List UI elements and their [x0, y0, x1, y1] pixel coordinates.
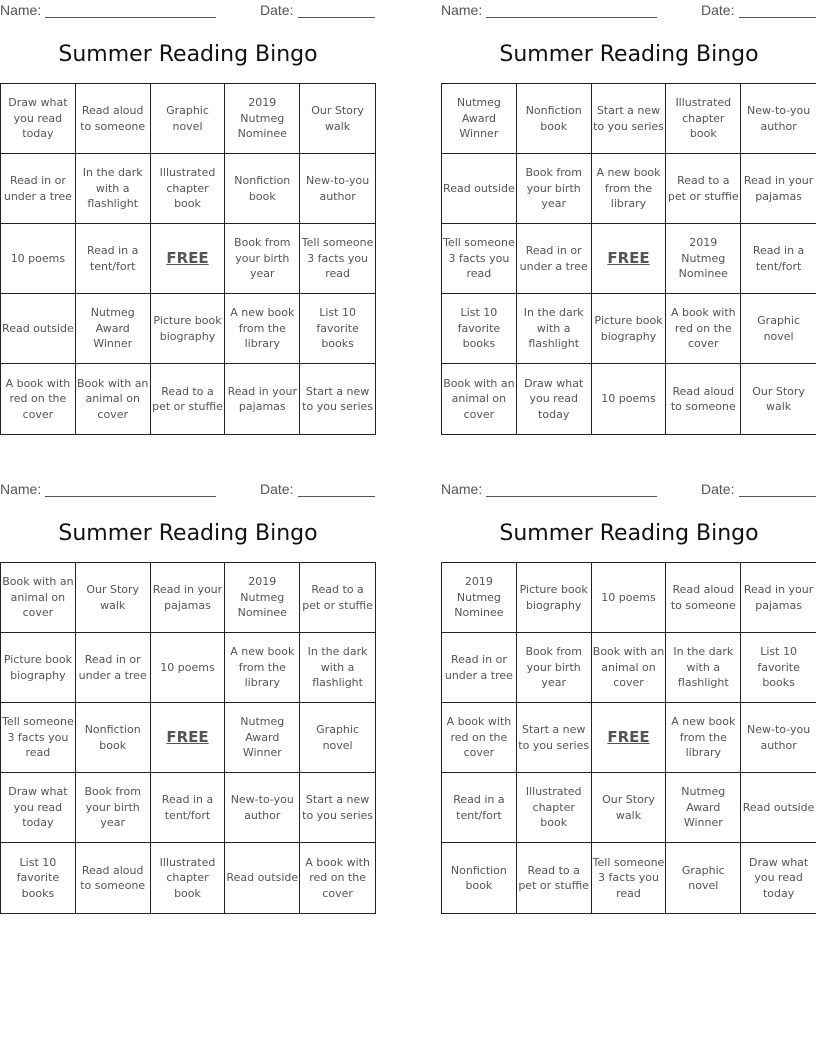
bingo-cell[interactable]: In the dark with a flashlight — [76, 154, 151, 224]
card-title: Summer Reading Bingo — [58, 42, 318, 67]
name-date-row — [441, 2, 816, 20]
bingo-cell[interactable]: Read in or under a tree — [517, 224, 592, 294]
bingo-cell[interactable]: 10 poems — [1, 224, 76, 294]
bingo-cell[interactable]: Read outside — [741, 773, 816, 843]
bingo-cell[interactable]: Book with an animal on cover — [442, 364, 517, 434]
name-label: Name: — [0, 481, 42, 497]
bingo-cell[interactable]: Graphic novel — [666, 843, 741, 913]
bingo-cell[interactable]: Book from your birth year — [517, 154, 592, 224]
bingo-cell[interactable]: A book with red on the cover — [305, 855, 370, 900]
date-field-line[interactable] — [739, 17, 816, 18]
bingo-cell[interactable]: Read aloud to someone — [666, 563, 741, 633]
bingo-cell[interactable]: Start a new to you series — [300, 773, 375, 843]
date-field-line[interactable] — [739, 496, 816, 497]
bingo-cell[interactable]: Read to a pet or stuffie — [151, 364, 226, 434]
bingo-cell[interactable]: A new book from the library — [225, 633, 300, 703]
card-title: Summer Reading Bingo — [58, 521, 318, 546]
bingo-cell[interactable]: Nonfiction book — [76, 703, 151, 773]
name-date-row — [0, 481, 376, 499]
bingo-cell[interactable]: A book with red on the cover — [666, 294, 741, 364]
bingo-cell[interactable]: Nutmeg Award Winner — [442, 84, 517, 154]
bingo-cell[interactable]: Read in a tent/fort — [76, 224, 151, 294]
date-label: Date: — [260, 2, 294, 18]
card-title: Summer Reading Bingo — [499, 42, 759, 67]
bingo-cell[interactable]: Read to a pet or stuffie — [300, 563, 375, 633]
name-field-line[interactable] — [486, 17, 657, 18]
bingo-cell[interactable]: Graphic novel — [741, 294, 816, 364]
bingo-cell[interactable]: Illustrated chapter book — [151, 843, 226, 913]
bingo-cell[interactable]: 10 poems — [592, 364, 667, 434]
bingo-cell[interactable]: New-to-you author — [225, 773, 300, 843]
bingo-cell[interactable]: Book from your birth year — [76, 773, 151, 843]
bingo-cell[interactable]: List 10 favorite books — [1, 843, 76, 913]
bingo-cell[interactable]: Read in or under a tree — [442, 633, 517, 703]
bingo-cell[interactable]: Read in your pajamas — [741, 154, 816, 224]
bingo-cell[interactable]: Our Story walk — [592, 773, 667, 843]
bingo-cell[interactable]: Nutmeg Award Winner — [666, 773, 741, 843]
date-field-line[interactable] — [298, 17, 375, 18]
bingo-cell[interactable]: Book from your birth year — [225, 224, 300, 294]
bingo-cell[interactable]: In the dark with a flashlight — [517, 294, 592, 364]
bingo-cell[interactable]: Read aloud to someone — [666, 364, 741, 434]
bingo-cell[interactable]: Tell someone 3 facts you read — [1, 703, 76, 773]
bingo-cell[interactable]: 10 poems — [592, 563, 667, 633]
bingo-cell[interactable]: Nutmeg Award Winner — [225, 703, 300, 773]
name-field-line[interactable] — [45, 17, 216, 18]
bingo-cell[interactable]: Read in your pajamas — [741, 563, 816, 633]
bingo-cell[interactable]: Illustrated chapter book — [666, 84, 741, 154]
bingo-cell[interactable]: Tell someone 3 facts you read — [442, 224, 517, 294]
bingo-card-4 — [441, 479, 816, 915]
bingo-cell[interactable]: A new book from the library — [666, 703, 741, 773]
bingo-cell[interactable]: Read outside — [1, 294, 76, 364]
bingo-cell[interactable]: New-to-you author — [741, 84, 816, 154]
bingo-cell[interactable]: Draw what you read today — [517, 364, 592, 434]
bingo-cell[interactable]: Nonfiction book — [517, 84, 592, 154]
bingo-cell[interactable]: In the dark with a flashlight — [300, 633, 375, 703]
bingo-cell[interactable]: A book with red on the cover — [1, 364, 76, 434]
card-title: Summer Reading Bingo — [499, 521, 759, 546]
bingo-card-3 — [0, 479, 376, 915]
bingo-cell[interactable]: Read in or under a tree — [76, 633, 151, 703]
bingo-card-1 — [0, 0, 376, 436]
bingo-cell[interactable]: Read to a pet or stuffie — [517, 843, 592, 913]
free-space-cell[interactable]: FREE — [592, 703, 667, 773]
bingo-cell[interactable]: Tell someone 3 facts you read — [592, 843, 667, 913]
name-date-row — [441, 481, 816, 499]
free-space-cell[interactable]: FREE — [151, 224, 226, 294]
bingo-cell[interactable]: Start a new to you series — [592, 84, 667, 154]
bingo-cell[interactable]: Book from your birth year — [517, 633, 592, 703]
bingo-cell[interactable]: Read aloud to someone — [76, 84, 151, 154]
date-label: Date: — [701, 481, 735, 497]
bingo-card-2 — [441, 0, 816, 436]
bingo-cell[interactable]: Book with an animal on cover — [592, 633, 667, 703]
bingo-cell[interactable]: Read in a tent/fort — [151, 773, 226, 843]
bingo-cell[interactable]: Tell someone 3 facts you read — [300, 224, 375, 294]
bingo-cell[interactable]: Illustrated chapter book — [151, 154, 226, 224]
bingo-cell[interactable]: 2019 Nutmeg Nominee — [666, 224, 741, 294]
bingo-cell[interactable]: New-to-you author — [741, 703, 816, 773]
bingo-cell[interactable]: 2019 Nutmeg Nominee — [225, 563, 300, 633]
bingo-cell[interactable]: Picture book biography — [517, 563, 592, 633]
bingo-cell[interactable]: A new book from the library — [592, 154, 667, 224]
date-field-line[interactable] — [298, 496, 375, 497]
bingo-cell[interactable]: Start a new to you series — [517, 703, 592, 773]
bingo-cell[interactable]: Read in a tent/fort — [442, 773, 517, 843]
bingo-cell[interactable]: Read outside — [442, 154, 517, 224]
bingo-cell[interactable]: Our Story walk — [752, 384, 805, 413]
bingo-cell[interactable]: Illustrated chapter book — [517, 773, 592, 843]
bingo-cell[interactable]: Book with an animal on cover — [1, 563, 76, 633]
bingo-cell[interactable]: List 10 favorite books — [741, 633, 816, 703]
date-label: Date: — [701, 2, 735, 18]
free-space-cell[interactable]: FREE — [592, 224, 667, 294]
bingo-cell[interactable]: Draw what you read today — [1, 84, 76, 154]
bingo-cell[interactable]: New-to-you author — [300, 154, 375, 224]
name-date-row — [0, 2, 376, 20]
bingo-cell[interactable]: Draw what you read today — [748, 855, 809, 900]
date-label: Date: — [260, 481, 294, 497]
bingo-cell[interactable]: Book with an animal on cover — [76, 364, 151, 434]
name-label: Name: — [441, 2, 483, 18]
bingo-cell[interactable]: Graphic novel — [300, 703, 375, 773]
bingo-cell[interactable]: 10 poems — [151, 633, 226, 703]
bingo-cell[interactable]: Draw what you read today — [1, 773, 76, 843]
name-field-line[interactable] — [45, 496, 216, 497]
bingo-cell[interactable]: 2019 Nutmeg Nominee — [225, 84, 300, 154]
bingo-cell[interactable]: Read in your pajamas — [151, 563, 226, 633]
bingo-cell[interactable]: A book with red on the cover — [442, 703, 517, 773]
bingo-cell[interactable]: List 10 favorite books — [442, 294, 517, 364]
bingo-cell[interactable]: Read outside — [225, 843, 300, 913]
bingo-cell[interactable]: A new book from the library — [225, 294, 300, 364]
bingo-grid — [441, 83, 816, 435]
bingo-cell[interactable]: List 10 favorite books — [300, 294, 375, 364]
name-label: Name: — [0, 2, 42, 18]
bingo-cell[interactable]: Our Story walk — [76, 563, 151, 633]
bingo-cell[interactable]: Picture book biography — [1, 633, 76, 703]
bingo-grid — [0, 562, 376, 914]
bingo-cell[interactable]: Picture book biography — [592, 294, 667, 364]
bingo-cell[interactable]: Read in or under a tree — [1, 154, 76, 224]
name-label: Name: — [441, 481, 483, 497]
bingo-cell[interactable]: Graphic novel — [151, 84, 226, 154]
bingo-cell[interactable]: Picture book biography — [151, 294, 226, 364]
bingo-grid — [0, 83, 376, 435]
bingo-cell[interactable]: Our Story walk — [300, 84, 375, 154]
bingo-cell[interactable]: 2019 Nutmeg Nominee — [442, 563, 517, 633]
bingo-cell[interactable]: Read to a pet or stuffie — [666, 154, 741, 224]
bingo-cell[interactable]: In the dark with a flashlight — [666, 633, 741, 703]
bingo-cell[interactable]: Read in a tent/fort — [741, 224, 816, 294]
bingo-cell[interactable]: Nutmeg Award Winner — [76, 294, 151, 364]
bingo-cell[interactable]: Nonfiction book — [225, 154, 300, 224]
bingo-cell[interactable]: Start a new to you series — [302, 384, 373, 413]
bingo-cell[interactable]: Nonfiction book — [442, 843, 517, 913]
name-field-line[interactable] — [486, 496, 657, 497]
free-space-cell[interactable]: FREE — [151, 703, 226, 773]
bingo-cell[interactable]: Read in your pajamas — [225, 364, 300, 434]
bingo-cell[interactable]: Read aloud to someone — [76, 843, 151, 913]
bingo-grid — [441, 562, 816, 914]
